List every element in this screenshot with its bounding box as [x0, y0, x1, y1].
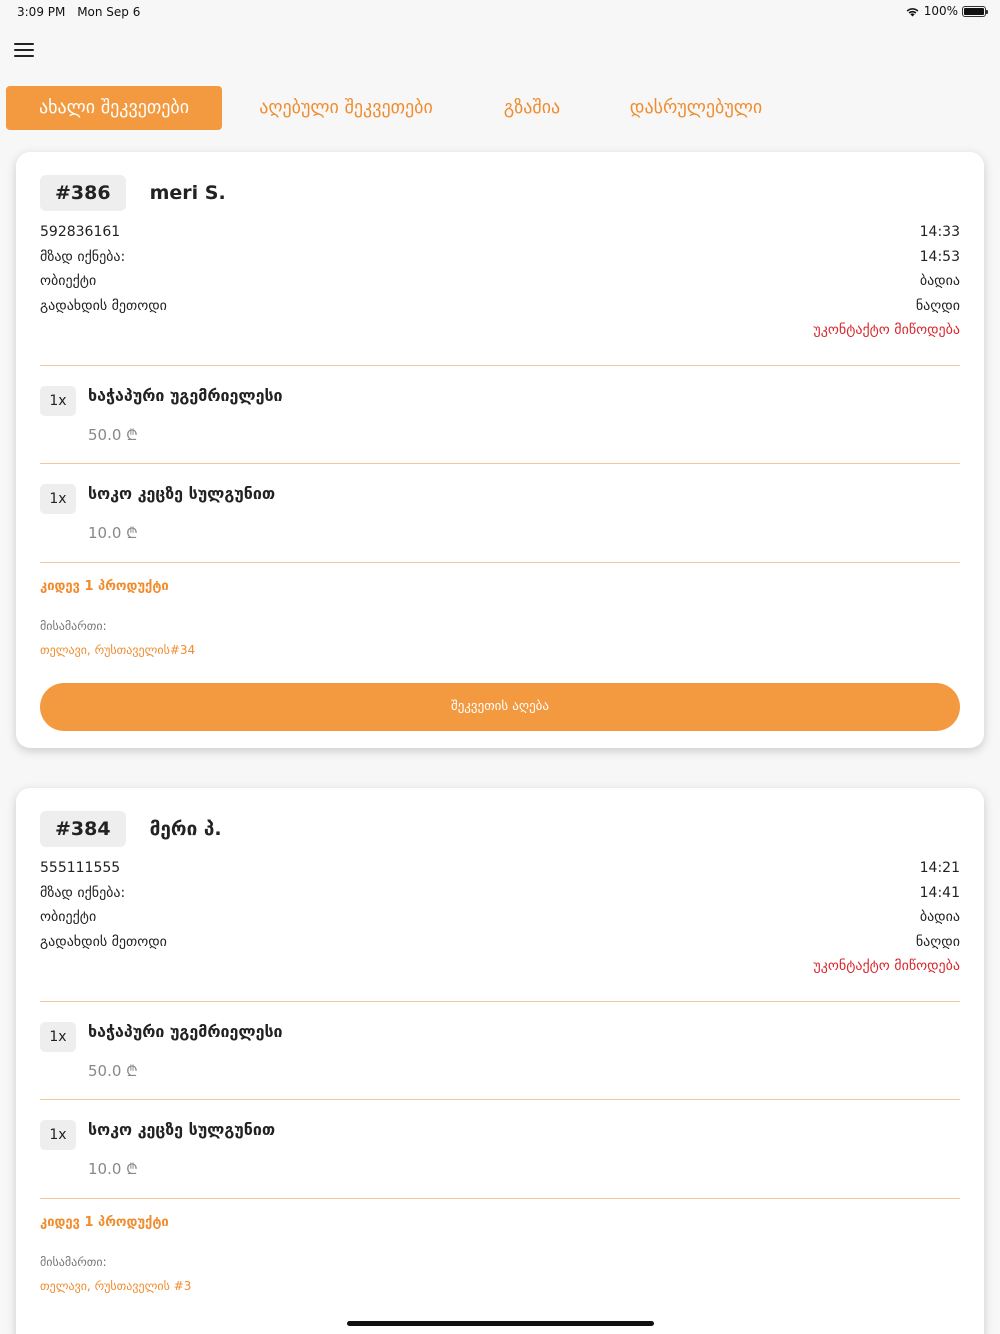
delivery-type: უკონტაქტო მიწოდება — [813, 322, 960, 338]
tab-new-orders[interactable]: ახალი შეკვეთები — [6, 86, 222, 130]
order-status-tabs — [6, 86, 986, 130]
order-item — [40, 464, 960, 563]
item-name: სოკო კეცზე სულგუნით — [88, 1120, 276, 1139]
object-label: ობიექტი — [40, 909, 97, 925]
menu-icon[interactable] — [14, 43, 34, 59]
object-value: ბადია — [919, 273, 960, 289]
item-price: 50.0 ₾ — [88, 425, 138, 444]
item-price: 10.0 ₾ — [88, 1160, 138, 1178]
address-value: თელავი, რუსთაველის#34 — [40, 642, 196, 657]
item-name: ხაჭაპური უგემრიელესი — [88, 1021, 283, 1041]
order-id-badge: #386 — [40, 175, 126, 211]
order-card — [16, 788, 984, 1334]
customer-phone: 555111555 — [40, 860, 121, 876]
order-info — [40, 220, 960, 343]
ready-time: 14:41 — [919, 884, 960, 901]
address-label: მისამართი: — [40, 618, 107, 633]
ready-label: მზად იქნება: — [40, 248, 126, 265]
item-quantity: 1x — [40, 1120, 76, 1150]
customer-name: meri S. — [149, 182, 226, 204]
payment-value: ნაღდი — [915, 297, 960, 314]
ready-label: მზად იქნება: — [40, 884, 126, 901]
customer-phone: 592836161 — [40, 224, 121, 240]
home-indicator[interactable] — [347, 1321, 654, 1326]
status-date: Mon Sep 6 — [77, 5, 141, 19]
payment-label: გადახდის მეთოდი — [40, 297, 167, 314]
payment-label: გადახდის მეთოდი — [40, 933, 167, 950]
item-name: სოკო კეცზე სულგუნით — [88, 484, 276, 503]
tab-on-the-way[interactable]: გზაშია — [503, 97, 561, 118]
object-value: ბადია — [919, 909, 960, 925]
more-products-link[interactable]: კიდევ 1 პროდუქტი — [40, 578, 169, 594]
order-time: 14:21 — [919, 860, 960, 876]
order-id-badge: #384 — [40, 811, 126, 847]
status-right — [905, 4, 986, 18]
object-label: ობიექტი — [40, 273, 97, 289]
battery-icon — [962, 6, 986, 17]
more-products-link[interactable]: კიდევ 1 პროდუქტი — [40, 1214, 169, 1230]
item-price: 50.0 ₾ — [88, 1061, 138, 1080]
order-info — [40, 856, 960, 979]
wifi-icon — [905, 6, 920, 17]
item-quantity: 1x — [40, 484, 76, 514]
ready-time: 14:53 — [919, 248, 960, 265]
status-bar — [0, 0, 1000, 24]
item-price: 10.0 ₾ — [88, 524, 138, 542]
item-name: ხაჭაპური უგემრიელესი — [88, 385, 283, 405]
tab-taken-orders[interactable]: აღებული შეკვეთები — [259, 97, 433, 118]
address-value: თელავი, რუსთაველის #3 — [40, 1278, 192, 1293]
tab-completed[interactable]: დასრულებული — [629, 97, 763, 118]
order-card — [16, 152, 984, 748]
customer-name: მერი პ. — [149, 818, 222, 840]
take-order-button[interactable]: შეკვეთის აღება — [40, 683, 960, 731]
address-label: მისამართი: — [40, 1254, 107, 1269]
item-quantity: 1x — [40, 386, 76, 416]
payment-value: ნაღდი — [915, 933, 960, 950]
order-header — [40, 811, 960, 847]
battery-percent: 100% — [923, 4, 958, 18]
order-time: 14:33 — [919, 224, 960, 240]
order-header — [40, 175, 960, 211]
order-item — [40, 366, 960, 465]
item-quantity: 1x — [40, 1022, 76, 1052]
status-time: 3:09 PM — [17, 5, 66, 19]
order-item — [40, 1002, 960, 1101]
status-left — [17, 5, 140, 19]
order-item — [40, 1100, 960, 1199]
delivery-type: უკონტაქტო მიწოდება — [813, 958, 960, 974]
